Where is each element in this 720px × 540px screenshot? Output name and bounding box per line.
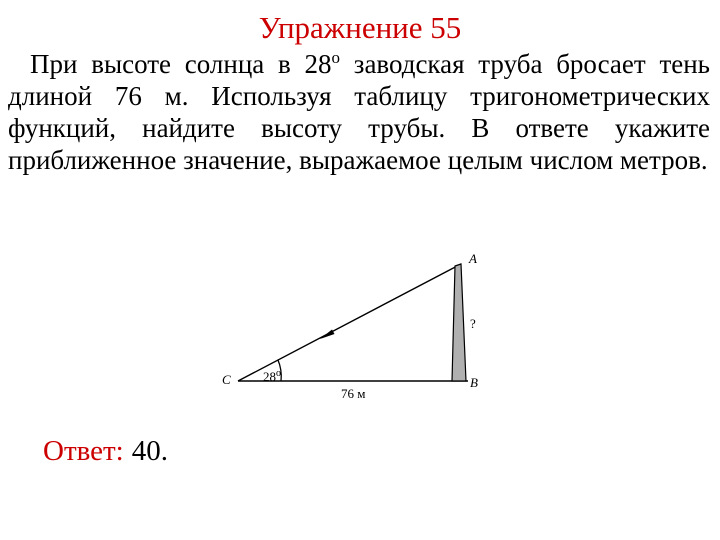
vertex-a-label: A [469, 251, 477, 266]
ray-arrow-head [320, 330, 335, 340]
chimney-shape [452, 264, 466, 381]
angle-degree-mark: o [276, 368, 281, 379]
exercise-title: Упражнение 55 [258, 10, 462, 45]
answer-line [43, 434, 168, 468]
sun-ray-line [238, 264, 461, 381]
problem-text-part-2: заводская труба бросает тень длиной 76 м. Используя таблицу тригонометрических функций, найдите высоту трубы. В ответе укажите приближенное значение, выражаемое целым числом метров. [8, 49, 710, 175]
answer-value: 40. [131, 435, 168, 467]
vertex-c-label: C [222, 372, 231, 387]
base-length-label: 76 м [341, 386, 366, 401]
degree-superscript: о [331, 48, 341, 67]
answer-label: Ответ: [43, 435, 124, 467]
vertex-b-label: B [470, 375, 478, 390]
angle-value: 28 [263, 369, 276, 384]
problem-text-part-1: При высоте солнца в 28 [30, 49, 332, 79]
height-unknown-label: ? [470, 316, 476, 331]
